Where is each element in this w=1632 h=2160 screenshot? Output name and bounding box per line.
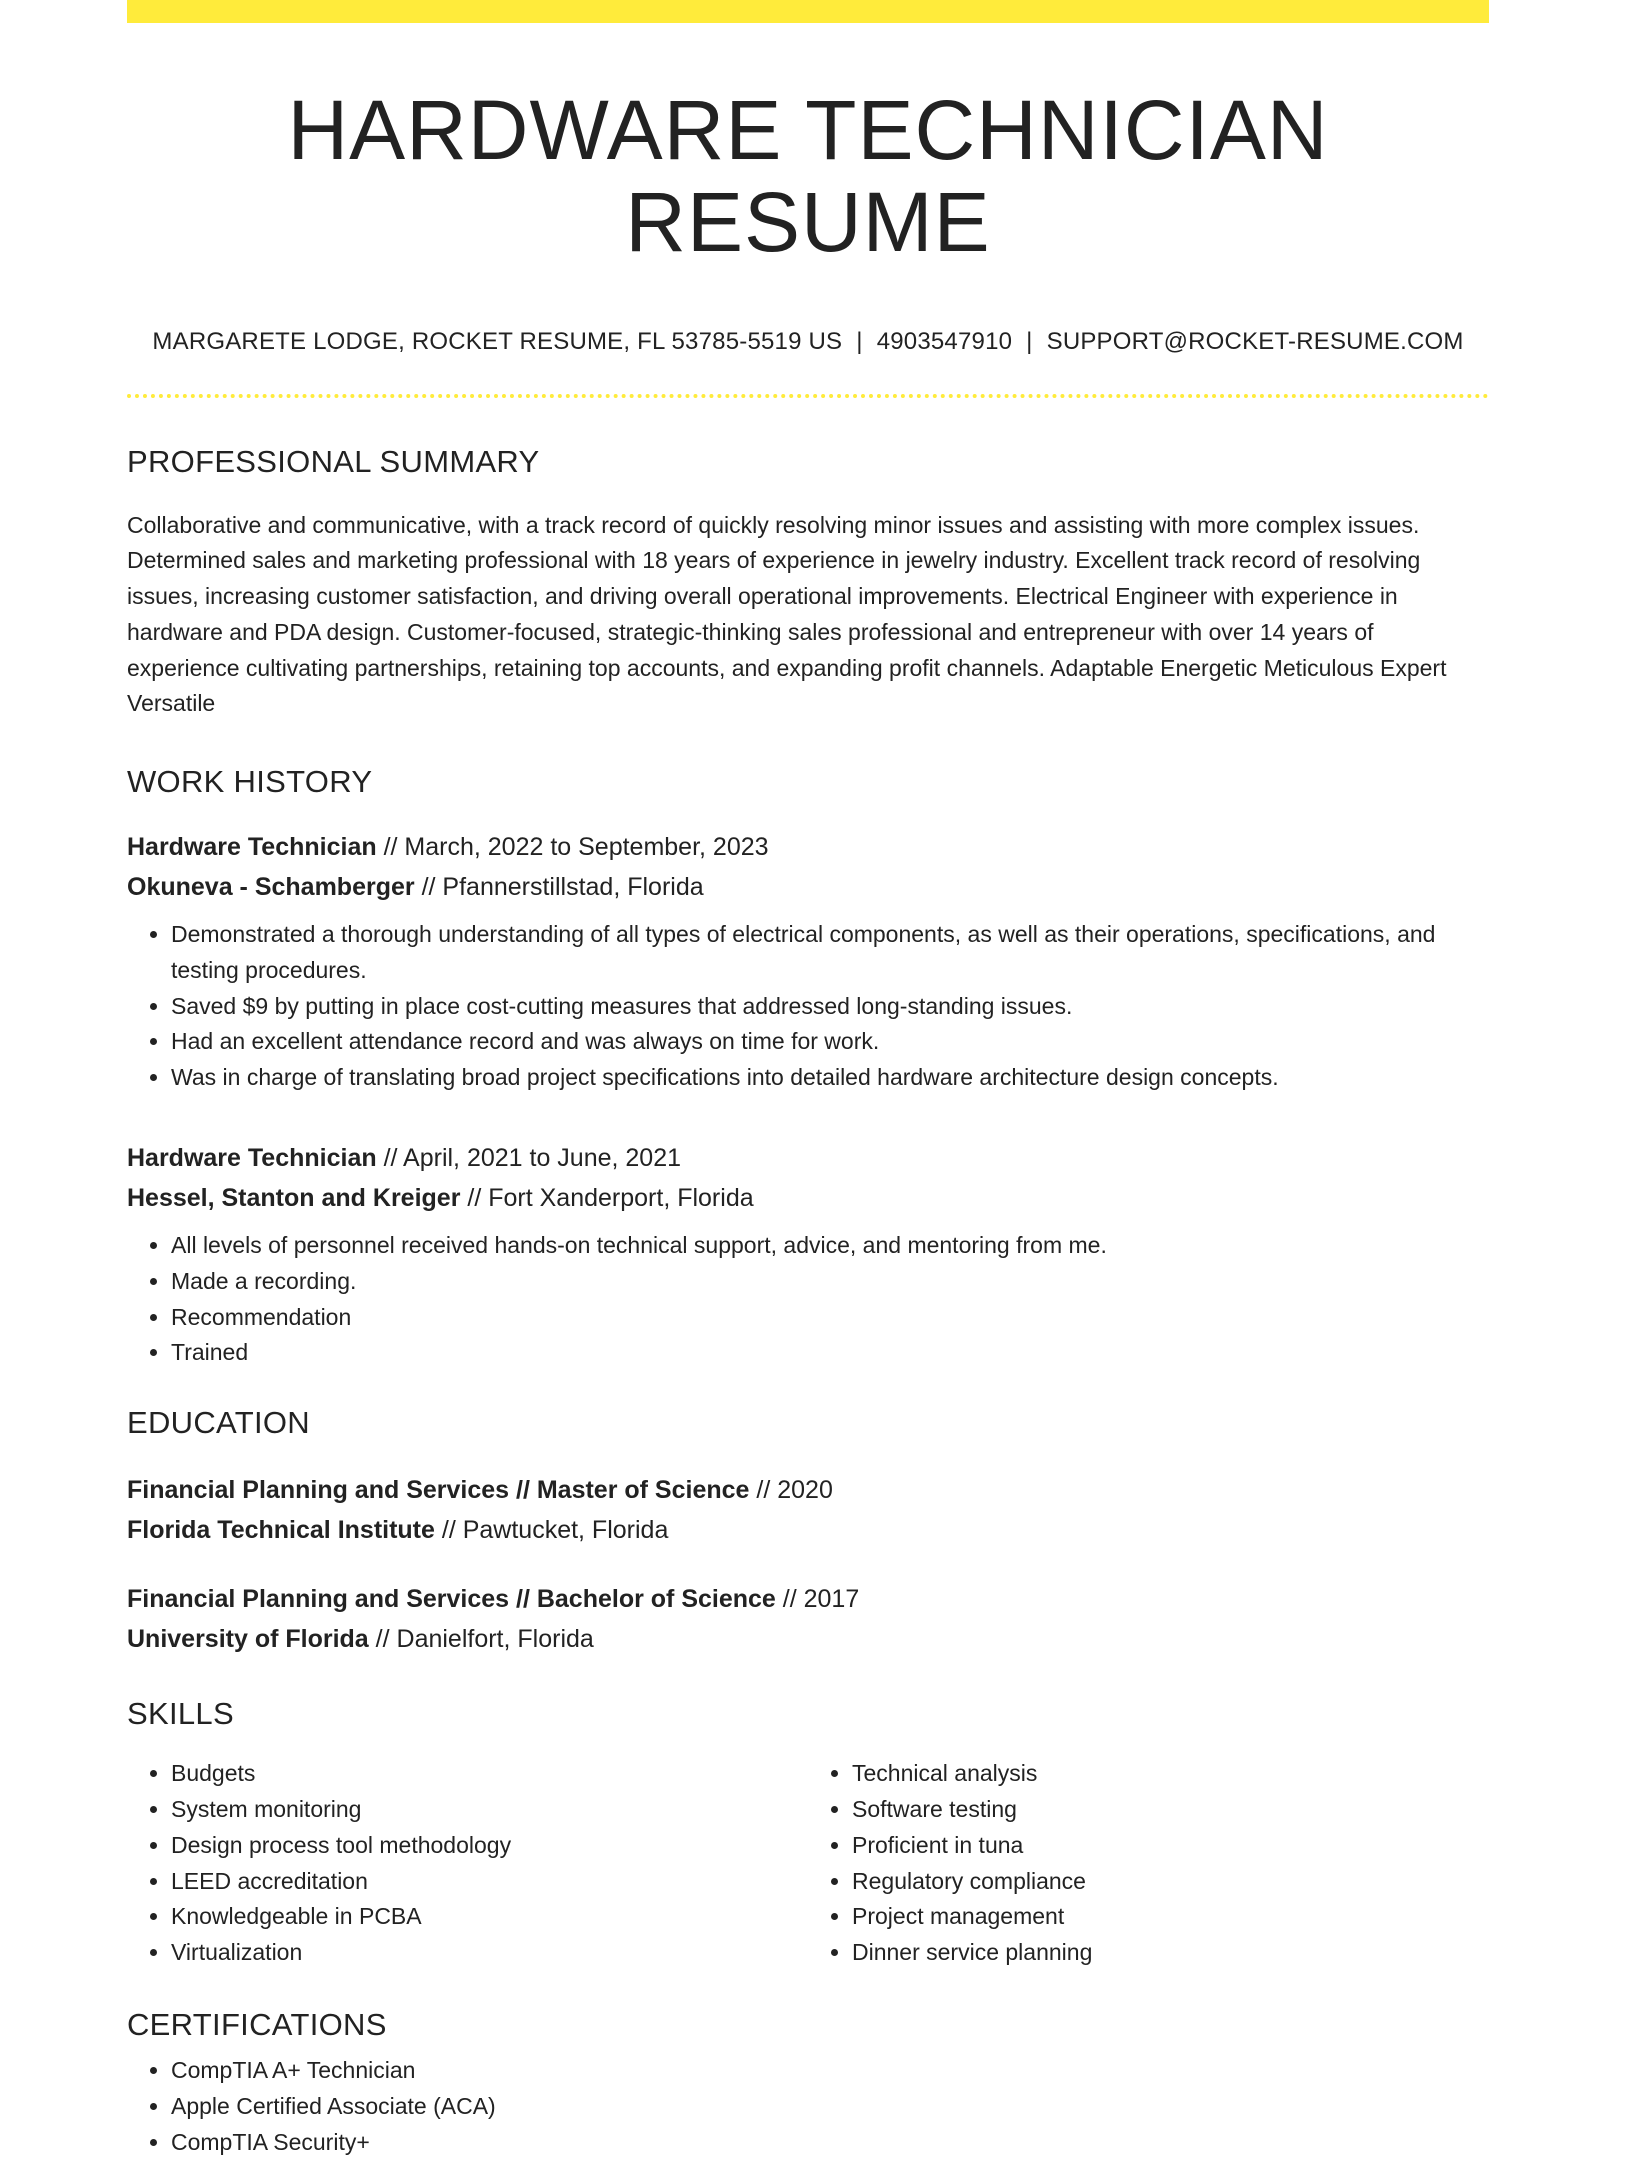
list-item: • All levels of personnel received hands-on technical support, advice, and mentoring from me. [171, 1228, 1489, 1264]
job-bullets [127, 1228, 1489, 1371]
list-item: • Had an excellent attendance record and was always on time for work. [171, 1024, 1489, 1060]
school-location: // Pawtucket, Florida [441, 1516, 669, 1545]
contact-separator: | [1026, 327, 1033, 355]
skills-heading: SKILLS [127, 1696, 234, 1732]
summary-text: Collaborative and communicative, with a track record of quickly resolving minor issues and assisting with more complex issues. Determined sales and marketing professional with 18 years of experience in jewelry industry. Excellent track record of resolving issues, increasing customer satisfaction, and driving overall operational improvements. Electrical Engineer with experience in hardware and PDA design. Customer-focused, strategic-thinking sales professional and entrepreneur with over 14 years of experience cultivating partnerships, retaining top accounts, and expanding profit channels. Adaptable Energetic Meticulous Expert Versatile [127, 511, 1447, 717]
list-item: • CompTIA A+ Technician [171, 2053, 1489, 2089]
job-entry [127, 1138, 1489, 1371]
list-item: • CompTIA Security+ [171, 2125, 1489, 2160]
degree: Financial Planning and Services // Master of Science [127, 1476, 750, 1505]
job-entry [127, 827, 1489, 1096]
degree-year: // 2020 [756, 1476, 833, 1505]
contact-address: MARGARETE LODGE, ROCKET RESUME, FL 53785-5519 US [152, 327, 843, 355]
job-company-line [127, 1178, 1489, 1218]
job-role: Hardware Technician [127, 1143, 377, 1172]
certifications-list [127, 2053, 1489, 2160]
certifications-heading: CERTIFICATIONS [127, 2006, 387, 2042]
resume-page [127, 0, 1489, 2160]
summary-heading: PROFESSIONAL SUMMARY [127, 443, 540, 479]
school: Florida Technical Institute [127, 1516, 435, 1545]
list-item: • Proficient in tuna [852, 1828, 1489, 1864]
list-item: • Regulatory compliance [852, 1864, 1489, 1900]
job-company: Hessel, Stanton and Kreiger [127, 1183, 461, 1212]
school-location: // Danielfort, Florida [375, 1625, 594, 1654]
school-line [127, 1619, 1489, 1659]
list-item: • Saved $9 by putting in place cost-cutting measures that addressed long-standing issues. [171, 989, 1489, 1025]
skills-left-column [127, 1756, 808, 1971]
degree: Financial Planning and Services // Bachelor of Science [127, 1585, 776, 1614]
list-item: • Knowledgeable in PCBA [171, 1899, 808, 1935]
work-history-heading: WORK HISTORY [127, 764, 373, 799]
list-item: • Apple Certified Associate (ACA) [171, 2089, 1489, 2125]
list-item: • Project management [852, 1899, 1489, 1935]
degree-year: // 2017 [782, 1585, 860, 1614]
contact-separator: | [856, 327, 863, 355]
job-bullets [127, 917, 1489, 1096]
job-company-line [127, 867, 1489, 907]
list-item: • Made a recording. [171, 1264, 1489, 1300]
education-heading: EDUCATION [127, 1405, 310, 1441]
job-role: Hardware Technician [127, 833, 377, 861]
list-item: • Recommendation [171, 1300, 1489, 1336]
job-dates: // March, 2022 to September, 2023 [383, 833, 769, 861]
job-location: // Pfannerstillstad, Florida [421, 873, 704, 901]
school-line [127, 1510, 1489, 1550]
resume-title: HARDWARE TECHNICIAN RESUME [287, 83, 1329, 270]
contact-line [127, 328, 1489, 356]
list-item: • Dinner service planning [852, 1935, 1489, 1971]
job-location: // Fort Xanderport, Florida [467, 1183, 754, 1212]
skills-grid [127, 1756, 1489, 1971]
list-item: • Software testing [852, 1792, 1489, 1828]
list-item: • Demonstrated a thorough understanding of all types of electrical components, as well as their operations, specifications, and testing procedures. [171, 917, 1489, 989]
list-item: • Virtualization [171, 1935, 808, 1971]
accent-top-bar [127, 0, 1489, 23]
list-item: • Design process tool methodology [171, 1828, 808, 1864]
contact-email: SUPPORT@ROCKET-RESUME.COM [1046, 327, 1464, 355]
contact-phone: 4903547910 [876, 327, 1013, 355]
degree-line [127, 1579, 1489, 1619]
list-item: • Technical analysis [852, 1756, 1489, 1792]
degree-line [127, 1470, 1489, 1510]
education-entry [127, 1470, 1489, 1550]
job-dates: // April, 2021 to June, 2021 [383, 1143, 682, 1172]
list-item: • Trained [171, 1335, 1489, 1371]
job-title-line [127, 1138, 1489, 1178]
list-item: • System monitoring [171, 1792, 808, 1828]
dotted-divider [127, 394, 1489, 398]
skills-right-column [808, 1756, 1489, 1971]
school: University of Florida [127, 1625, 369, 1654]
list-item: • Budgets [171, 1756, 808, 1792]
list-item: • Was in charge of translating broad project specifications into detailed hardware architecture design concepts. [171, 1060, 1489, 1096]
job-company: Okuneva - Schamberger [127, 873, 415, 901]
job-title-line [127, 827, 1489, 867]
education-entry [127, 1579, 1489, 1659]
list-item: • LEED accreditation [171, 1864, 808, 1900]
